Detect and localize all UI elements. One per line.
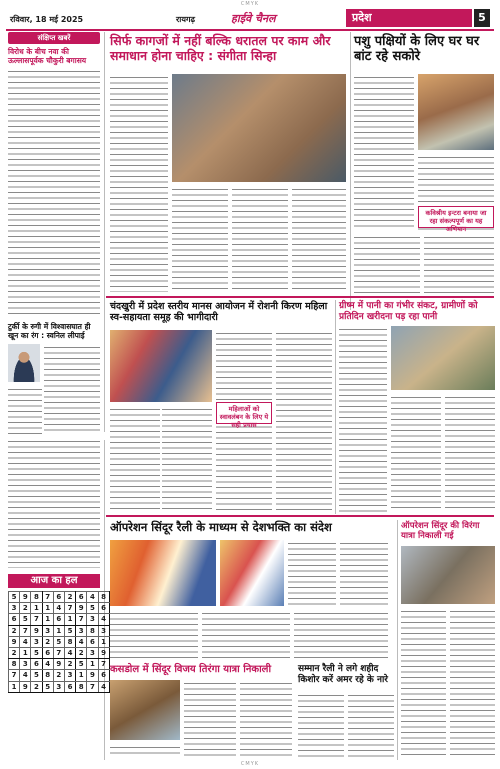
sudoku-cell: 5 <box>53 636 64 647</box>
column-divider <box>104 32 105 432</box>
sudoku-cell: 6 <box>42 647 53 658</box>
sudoku-row <box>9 681 110 692</box>
section-divider <box>106 296 494 298</box>
sudoku-cell: 2 <box>20 603 31 614</box>
sudoku-cell: 7 <box>64 603 75 614</box>
sudoku-cell: 4 <box>20 636 31 647</box>
sudoku-cell: 1 <box>42 614 53 625</box>
article-body-text <box>298 692 344 758</box>
event-photo <box>172 74 346 182</box>
sudoku-cell: 2 <box>76 647 87 658</box>
article-body-text <box>110 406 160 512</box>
article-body-text <box>450 608 495 758</box>
sudoku-answer-grid <box>8 591 110 693</box>
sudoku-cell: 6 <box>53 614 64 625</box>
sudoku-cell: 6 <box>64 681 75 692</box>
article-body-text <box>162 406 212 512</box>
sudoku-cell: 1 <box>9 681 20 692</box>
article-body-text <box>294 610 388 660</box>
sudoku-row <box>9 647 110 658</box>
event-photo <box>418 74 494 150</box>
event-photo <box>110 330 212 402</box>
brief-body-text <box>8 386 42 434</box>
sudoku-cell: 3 <box>20 659 31 670</box>
print-mark-top: CMYK <box>240 1 260 7</box>
brief-body-text <box>44 344 100 434</box>
sudoku-cell: 4 <box>64 647 75 658</box>
headline-water-birds: पशु पक्षियों के लिए घर घर बांट रहे सकोरे <box>354 34 480 65</box>
sudoku-cell: 5 <box>9 592 20 603</box>
sudoku-cell: 7 <box>98 659 109 670</box>
section-label: प्रदेश <box>346 9 472 27</box>
sudoku-cell: 2 <box>64 592 75 603</box>
article-body-text <box>445 394 495 512</box>
event-photo <box>110 540 216 606</box>
article-body-text <box>232 186 288 292</box>
sudoku-cell: 9 <box>98 647 109 658</box>
article-body-text <box>424 234 494 294</box>
article-body-text <box>110 610 198 660</box>
sudoku-cell: 6 <box>98 603 109 614</box>
sudoku-cell: 7 <box>9 670 20 681</box>
sudoku-cell: 8 <box>64 636 75 647</box>
sudoku-row <box>9 670 110 681</box>
brief-body-text <box>8 68 100 316</box>
headline-tiranga-yatra: ऑपरेशन सिंदूर की विरंगा यात्रा निकाली गई <box>401 521 480 542</box>
sudoku-cell: 3 <box>87 614 98 625</box>
article-body-text <box>348 692 394 758</box>
sudoku-cell: 4 <box>98 614 109 625</box>
article-body-text <box>172 186 228 292</box>
sudoku-cell: 8 <box>9 659 20 670</box>
sudoku-cell: 5 <box>42 681 53 692</box>
sudoku-cell: 3 <box>98 625 109 636</box>
article-body-text <box>292 186 346 292</box>
column-divider <box>335 300 336 514</box>
sudoku-cell: 1 <box>53 625 64 636</box>
sudoku-cell: 4 <box>98 681 109 692</box>
sudoku-cell: 1 <box>87 659 98 670</box>
sudoku-cell: 4 <box>53 603 64 614</box>
edition-city: रायगढ़ <box>176 15 195 24</box>
masthead-logo: हाईवे चैनल <box>231 12 276 25</box>
sudoku-row <box>9 614 110 625</box>
sudoku-cell: 3 <box>76 625 87 636</box>
sudoku-row <box>9 625 110 636</box>
sudoku-cell: 2 <box>42 636 53 647</box>
sudoku-cell: 5 <box>31 647 42 658</box>
brief-body-text <box>8 438 100 568</box>
sudoku-cell: 8 <box>42 670 53 681</box>
sudoku-cell: 3 <box>64 670 75 681</box>
article-body-text <box>354 74 414 230</box>
sudoku-cell: 6 <box>53 592 64 603</box>
sudoku-cell: 5 <box>64 625 75 636</box>
sudoku-cell: 8 <box>98 592 109 603</box>
sudoku-cell: 9 <box>87 670 98 681</box>
headline-water-crisis: ग्रीष्म में पानी का गंभीर संकट, ग्रामीणों को प्रतिदिन खरीदना पड़ रहा पानी <box>339 301 478 322</box>
sudoku-cell: 8 <box>87 625 98 636</box>
article-body-text <box>288 540 336 606</box>
sudoku-cell: 9 <box>31 625 42 636</box>
event-photo <box>401 546 495 604</box>
sudoku-cell: 4 <box>87 592 98 603</box>
sudoku-cell: 9 <box>20 592 31 603</box>
headline-sangeeta: सिर्फ कागजों में नहीं बल्कि धरातल पर काम और समाधान होना चाहिए : संगीता सिन्हा <box>110 33 331 63</box>
print-mark-bottom: CMYK <box>240 761 260 767</box>
sudoku-cell: 1 <box>42 603 53 614</box>
sudoku-cell: 4 <box>42 659 53 670</box>
sudoku-cell: 9 <box>20 681 31 692</box>
sudoku-cell: 1 <box>64 614 75 625</box>
briefs-label: संक्षिप्त खबरें <box>8 32 100 44</box>
sudoku-cell: 6 <box>87 636 98 647</box>
sudoku-row <box>9 636 110 647</box>
sudoku-cell: 7 <box>42 592 53 603</box>
sudoku-row <box>9 603 110 614</box>
sudoku-cell: 6 <box>98 670 109 681</box>
sudoku-cell: 8 <box>76 681 87 692</box>
page-header <box>6 9 494 31</box>
pull-quote: महिलाओं को स्वावलंबन के लिए ये सही प्रयास <box>216 402 272 424</box>
sudoku-cell: 9 <box>9 636 20 647</box>
article-body-text <box>110 74 168 292</box>
sudoku-cell: 5 <box>76 659 87 670</box>
article-body-text <box>110 744 180 758</box>
sudoku-cell: 2 <box>9 647 20 658</box>
sudoku-cell: 5 <box>87 603 98 614</box>
sudoku-cell: 5 <box>31 670 42 681</box>
sudoku-cell: 5 <box>20 614 31 625</box>
section-divider <box>106 515 494 517</box>
sudoku-cell: 8 <box>31 592 42 603</box>
headline-samman-rally: सम्मान रैली ने लगे शहीद किशोर करें अमर रहे के नारे <box>298 664 388 685</box>
portrait-photo <box>8 344 40 382</box>
headline-state-event: चंदखुरी में प्रदेश स्तरीय मानस आयोजन में रोशनी किरण महिला स्व-सहायता समूह की भागीदारी <box>110 301 328 324</box>
event-photo <box>391 326 495 390</box>
sudoku-cell: 1 <box>98 636 109 647</box>
sudoku-cell: 3 <box>42 625 53 636</box>
sudoku-cell: 2 <box>31 681 42 692</box>
issue-date: रविवार, 18 मई 2025 <box>10 15 84 24</box>
article-body-text <box>401 608 446 758</box>
article-body-text <box>184 680 236 758</box>
sudoku-cell: 7 <box>31 614 42 625</box>
sudoku-cell: 2 <box>53 670 64 681</box>
sudoku-cell: 6 <box>9 614 20 625</box>
sudoku-cell: 2 <box>9 625 20 636</box>
sudoku-cell: 1 <box>31 603 42 614</box>
article-body-text <box>240 680 292 758</box>
sudoku-cell: 1 <box>76 670 87 681</box>
sudoku-cell: 7 <box>53 647 64 658</box>
sudoku-cell: 6 <box>31 659 42 670</box>
sudoku-cell: 3 <box>87 647 98 658</box>
sudoku-cell: 7 <box>20 625 31 636</box>
article-body-text <box>391 394 441 512</box>
sudoku-cell: 3 <box>53 681 64 692</box>
event-photo <box>220 540 284 606</box>
brief-headline: विरोध के बीच नवा की ऊल्लासपूर्वक चौकुरी बगासय <box>8 47 87 65</box>
column-divider <box>350 32 351 310</box>
sudoku-cell: 2 <box>64 659 75 670</box>
sudoku-cell: 7 <box>76 614 87 625</box>
sudoku-cell: 3 <box>31 636 42 647</box>
sudoku-cell: 3 <box>9 603 20 614</box>
headline-victory-yatra: कसडोल में सिंदूर विजय तिरंगा यात्रा निकाली <box>110 664 272 675</box>
column-divider <box>397 520 398 760</box>
quiz-title: आज का हल <box>8 574 100 588</box>
sudoku-cell: 4 <box>76 636 87 647</box>
sudoku-cell: 7 <box>87 681 98 692</box>
sudoku-cell: 9 <box>76 603 87 614</box>
brief-headline: टुर्की के रुगी में विश्वासघात ही खून का रंग : स्वनिल लीपाई <box>8 322 91 340</box>
pull-quote: कविश्रीय इन्टरा बनाया जा रहा संकल्पपूर्ण का यह अभियान <box>418 206 494 228</box>
article-body-text <box>339 326 387 512</box>
sudoku-cell: 4 <box>20 670 31 681</box>
article-body-text <box>340 540 388 606</box>
event-photo <box>110 680 180 740</box>
page-number: 5 <box>474 9 490 27</box>
sudoku-cell: 1 <box>20 647 31 658</box>
sudoku-cell: 9 <box>53 659 64 670</box>
article-body-text <box>202 610 290 660</box>
article-body-text <box>354 234 420 294</box>
headline-operation-sindoor: ऑपरेशन सिंदूर रैली के माध्यम से देशभक्ति का संदेश <box>110 520 332 534</box>
sudoku-cell: 6 <box>76 592 87 603</box>
sudoku-row <box>9 659 110 670</box>
article-body-text <box>276 330 332 512</box>
sudoku-row <box>9 592 110 603</box>
